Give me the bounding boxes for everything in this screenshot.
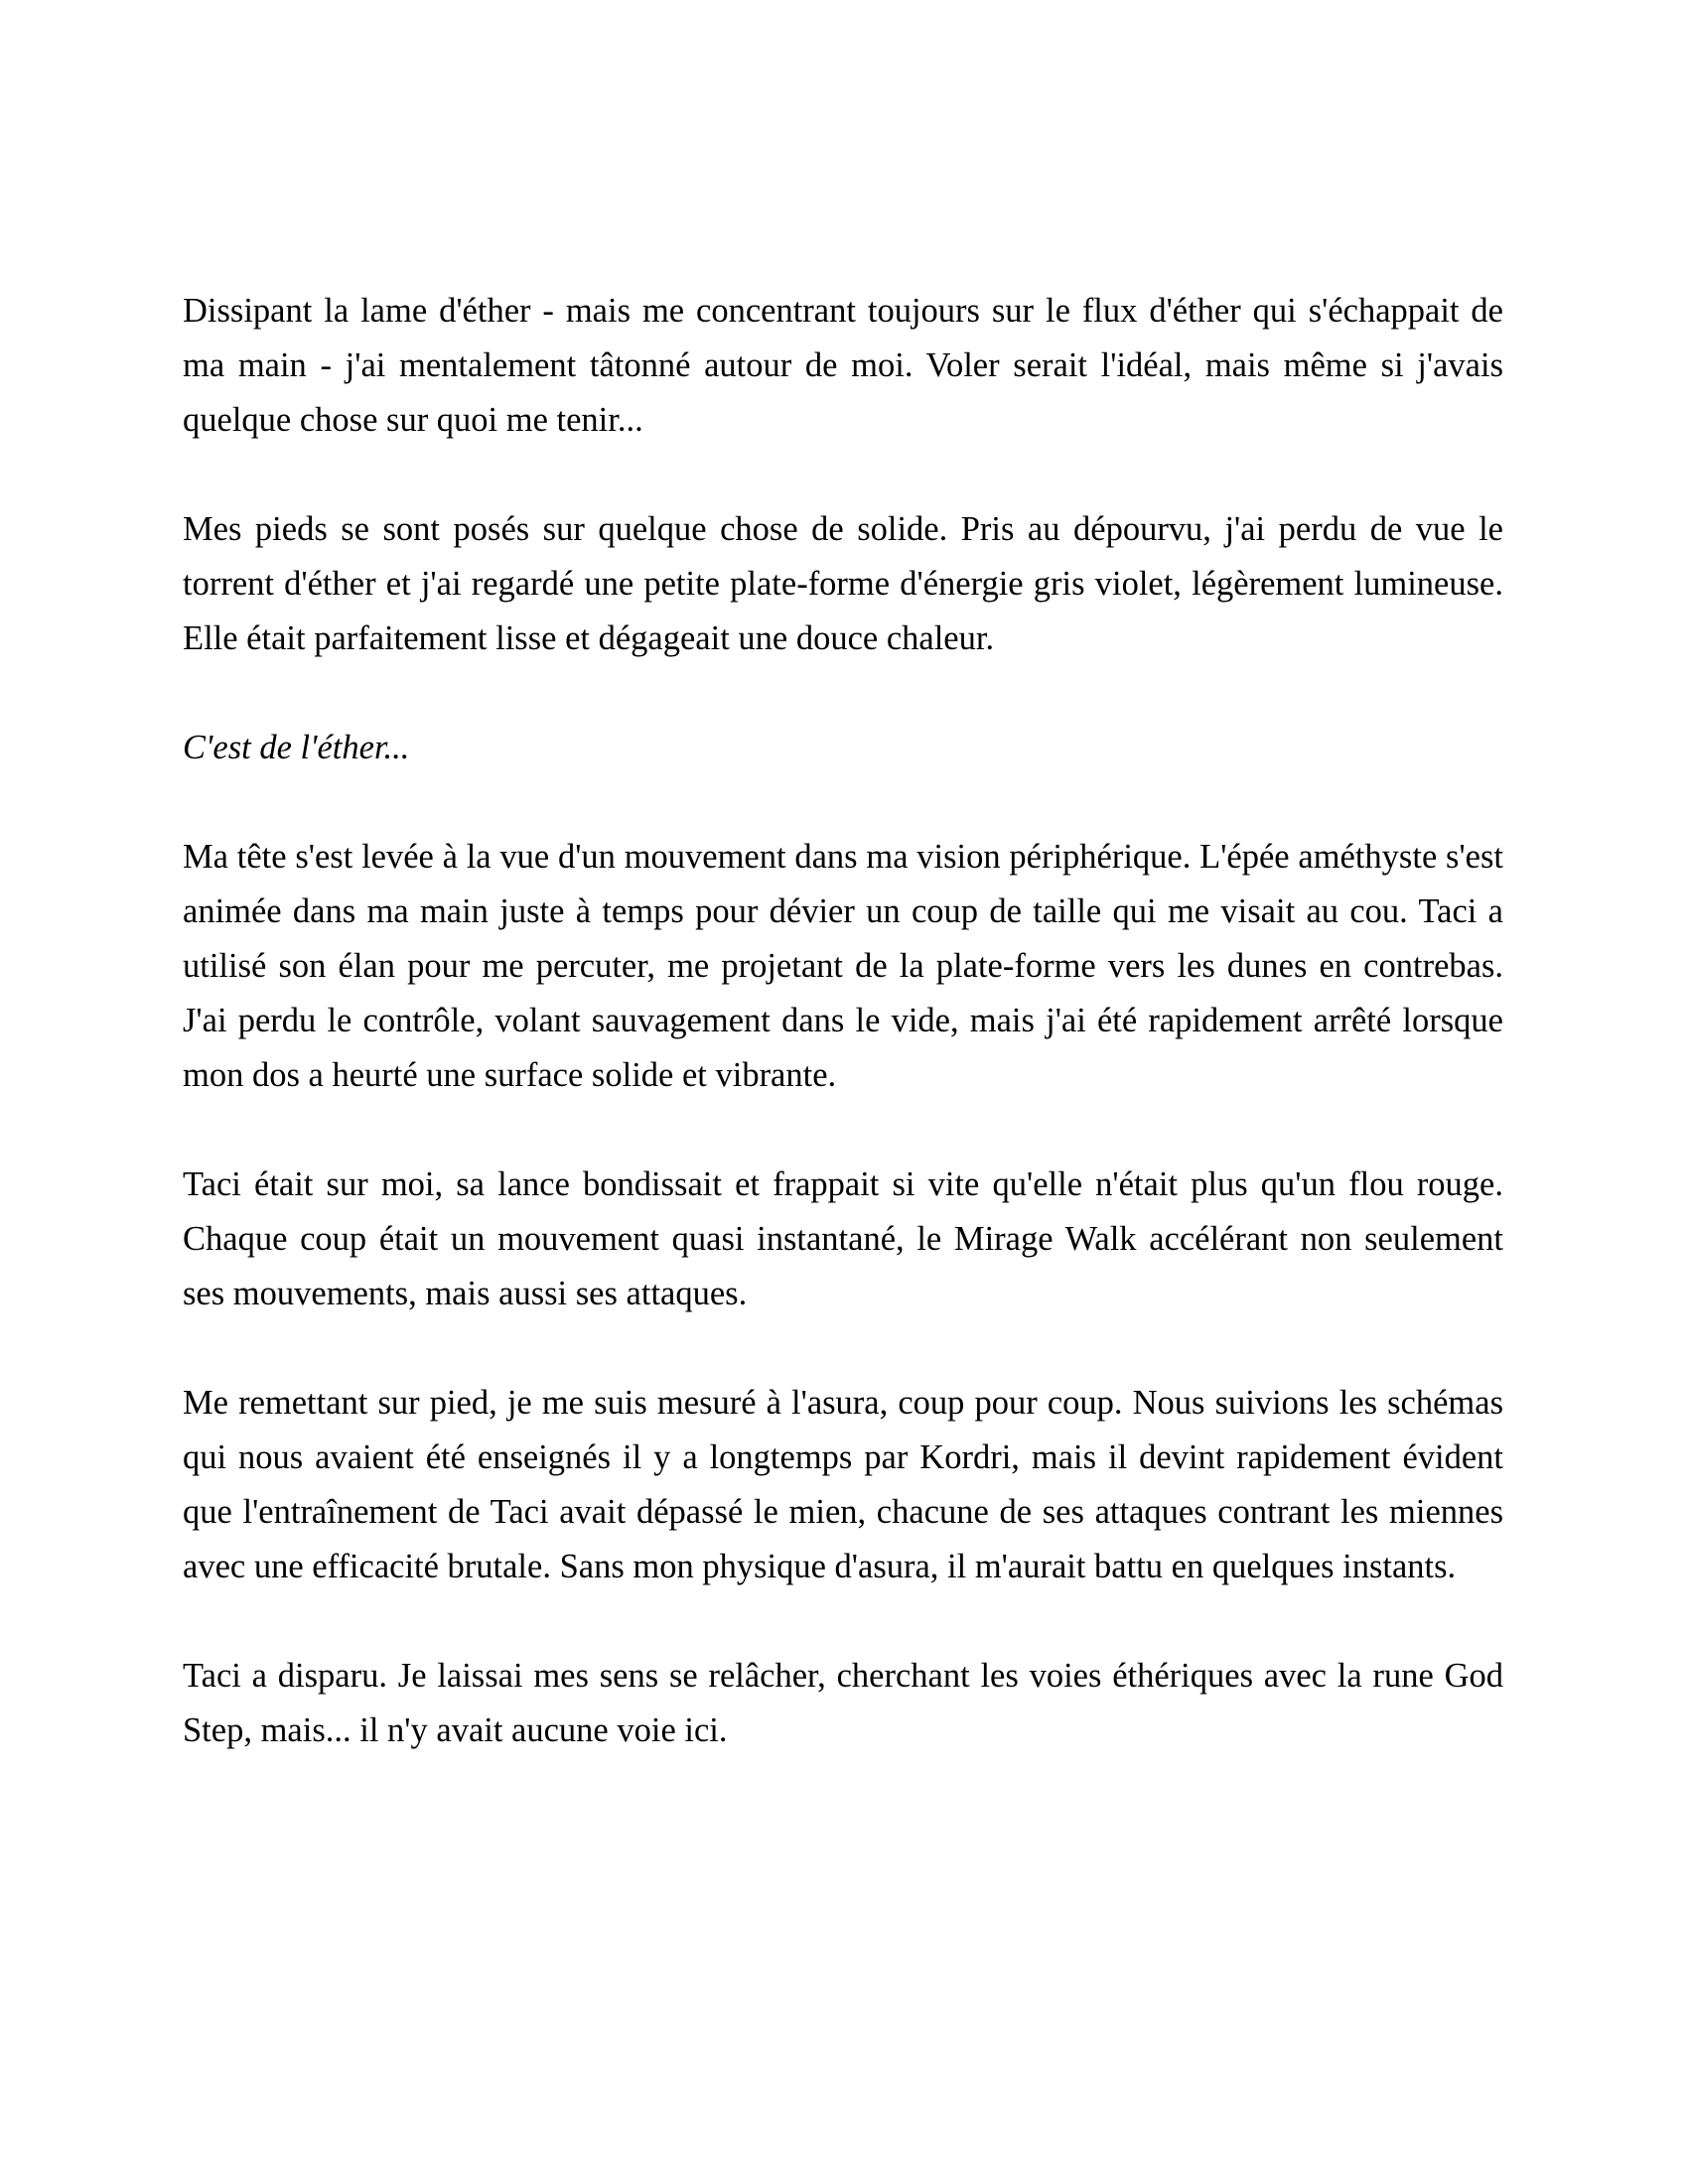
paragraph-italic-thought: C'est de l'éther...	[183, 729, 410, 766]
paragraph: Taci était sur moi, sa lance bondissait et frappait si vite qu'elle n'était plus qu'un flou rouge. Chaque coup était un mouvement quasi instantané, le Mirage Walk accélérant non seulement ses mouvements, mais aussi ses attaques.	[183, 1165, 1503, 1312]
paragraph: Me remettant sur pied, je me suis mesuré à l'asura, coup pour coup. Nous suivions les schémas qui nous avaient été enseignés il y a longtemps par Kordri, mais il devint rapidement évident que l'entraînement de Taci avait dépassé le mien, chacune de ses attaques contrant les miennes avec une efficacité brutale. Sans mon physique d'asura, il m'aurait battu en quelques instants.	[183, 1384, 1503, 1585]
paragraph: Dissipant la lame d'éther - mais me concentrant toujours sur le flux d'éther qui s'échappait de ma main - j'ai mentalement tâtonné autour de moi. Voler serait l'idéal, mais même si j'avais quelque chose sur quoi me tenir...	[183, 292, 1503, 439]
paragraph: Ma tête s'est levée à la vue d'un mouvement dans ma vision périphérique. L'épée améthyste s'est animée dans ma main juste à temps pour dévier un coup de taille qui me visait au cou. Taci a utilisé son élan pour me percuter, me projetant de la plate-forme vers les dunes en contrebas. J'ai perdu le contrôle, volant sauvagement dans le vide, mais j'ai été rapidement arrêté lorsque mon dos a heurté une surface solide et vibrante.	[183, 838, 1503, 1094]
paragraph: Mes pieds se sont posés sur quelque chose de solide. Pris au dépourvu, j'ai perdu de vue le torrent d'éther et j'ai regardé une petite plate-forme d'énergie gris violet, légèrement lumineuse. Elle était parfaitement lisse et dégageait une douce chaleur.	[183, 510, 1503, 657]
document-page	[183, 284, 1503, 1813]
paragraph: Taci a disparu. Je laissai mes sens se relâcher, cherchant les voies éthériques avec la rune God Step, mais... il n'y avait aucune voie ici.	[183, 1657, 1503, 1749]
